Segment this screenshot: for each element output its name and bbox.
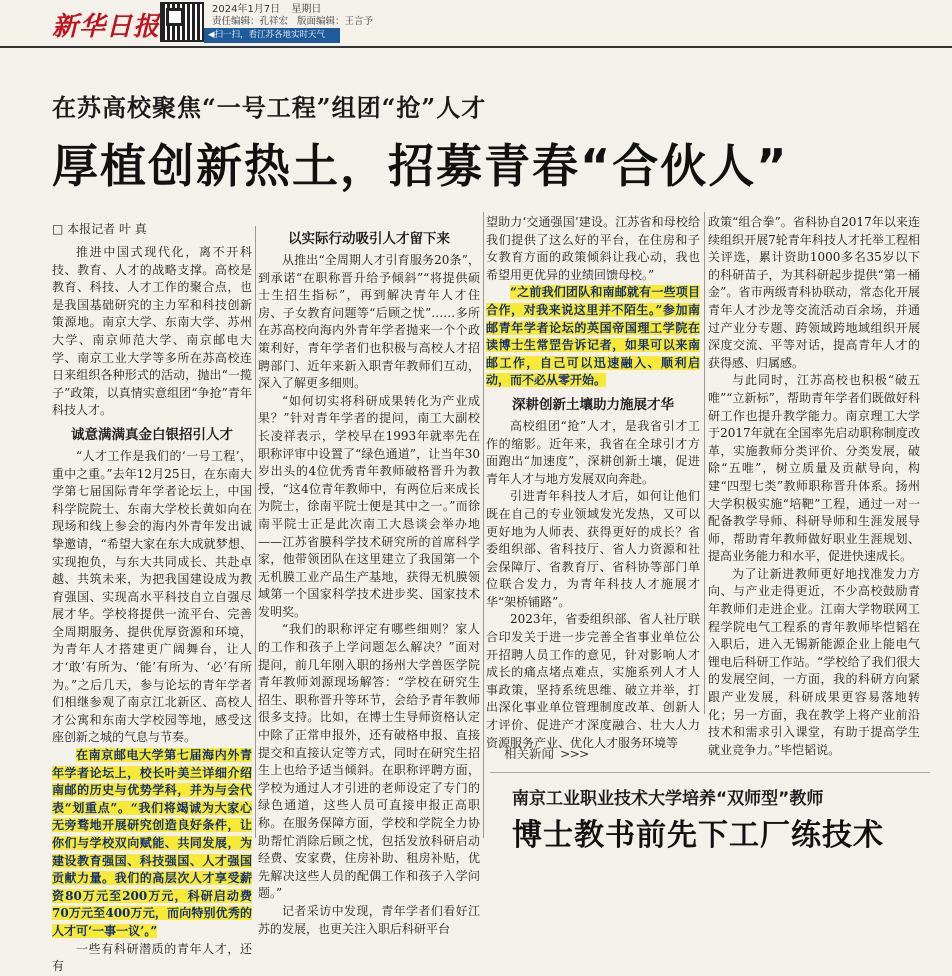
paragraph: 记者采访中发现，青年学者们看好江苏的发展，也更关注入职后科研平台 xyxy=(258,903,480,936)
paragraph: “人才工作是我们的‘一号工程’，重中之重。”去年12月25日，在东南大学第七届国际青年学者论坛上，中国科学院院士、东南大学校长黄如向在现场和线上参会的海内外青年发出诚挚邀请，“希望大家在东大成就梦想、实现抱负，与东大共同成长、共赴卓越、共筑未来，为把我国建设成为教育强国、实现高水平科技自立自强尽展才华。学校将提供一流平台、完善全周期服务、提供优厚资源和环境，为青年人才搭建更广阔舞台，让人才‘敢’有所为、‘能’有所为、‘必’有所为。”之后几天，参与论坛的青年学者们相继参观了南京江北新区、高校人才公寓和东南大学校园等地，感受这座创新之城的气息与节奏。 xyxy=(52,448,252,745)
related-news-label xyxy=(504,744,588,762)
editor-credits xyxy=(212,13,379,27)
paragraph xyxy=(486,284,700,390)
paragraph: 从推出“全周期人才引育服务20条”，到承诺“在职称晋升给予倾斜”“将提供硕士生招生指标”，再到解决青年人才住房、子女教育问题等“后顾之忧”……多所在苏高校向海内外青年学者抛来一个个政策利好，青年学者们也积极与高校人才招聘部门、近年来新入职青年教师们互动，深入了解更多细则。 xyxy=(258,253,480,391)
masthead-divider xyxy=(0,46,952,48)
layout-editor: 版面编辑：王言予 xyxy=(297,16,374,27)
related-divider xyxy=(490,772,930,773)
section-subheading: 深耕创新土壤助力施展才华 xyxy=(512,396,674,413)
chevron-right-icon: >>> xyxy=(560,746,589,761)
masthead xyxy=(0,0,952,46)
column-divider xyxy=(483,212,484,838)
article-column-2 xyxy=(258,224,480,936)
paragraph xyxy=(52,747,252,941)
column-divider xyxy=(704,212,705,714)
paragraph: 与此同时，江苏高校也积极“破五唯”“立新标”，帮助青年学者们既做好科研工作也提升教学能力。南京理工大学于2017年就在全国率先启动职称制度改革，实施教师分类评价、分类发展，破除“五唯”，树立质量及贡献导向，构建“四型七类”教师职称晋升体系。扬州大学积极实施“培靶”工程，通过一对一配备教学导师、科研导师和生涯发展导师，帮助青年教师做好职业生涯规划、提高业务能力和水平，促进快速成长。 xyxy=(708,373,920,564)
article-headline: 厚植创新热土，招募青春“合伙人” xyxy=(52,139,789,193)
related-title[interactable]: 博士教书前先下工厂练技术 xyxy=(512,818,884,853)
paragraph: 推进中国式现代化，离不开科技、教育、人才的战略支撑。高校是教育、科技、人才工作的聚合点，也是我国基础研究的主力军和科技创新策源地。南京大学、东南大学、苏州大学、南京师范大学、南京邮电大学、南京工业大学等多所在苏高校连日来组织各种形式的活动，抛出“一揽子”政策，以真情实意组团“争抢”青年科技人才。 xyxy=(52,245,252,418)
section-subheading: 以实际行动吸引人才留下来 xyxy=(288,231,450,247)
highlighted-passage: “之前我们团队和南邮就有一些项目合作，对我来说这里并不陌生。”参加南邮青年学者论坛的英国帝国理工学院在读博士生常罡告诉记者，如果可以来南邮工作，自己可以迅速融入、顺利启动，而不必从零开始。 xyxy=(486,285,700,388)
column-divider xyxy=(255,226,256,838)
article-kicker: 在苏高校聚焦“一号工程”组团“抢”人才 xyxy=(52,93,487,122)
article-byline: □ 本报记者 叶 真 xyxy=(52,222,147,236)
related-label-text: 相关新闻 xyxy=(504,746,555,761)
article-column-3 xyxy=(486,214,700,750)
paragraph: 引进青年科技人才后，如何让他们既在自己的专业领域发光发热，又可以更好地为人师表、获得更好的成长？省委组织部、省科技厅、省人力资源和社会保障厅、省教育厅、省科协等部门单位联合发力，为青年科技人才施展才华“架桥铺路”。 xyxy=(486,489,700,609)
highlighted-passage: 在南京邮电大学第七届海内外青年学者论坛上，校长叶美兰详细介绍南邮的历史与优势学科，并为与会代表“划重点”。“我们将竭诚为大家心无旁骛地开展研究创造良好条件，让你们与学校双向赋能、共同发展，为建设教育强国、科技强国、人才强国贡献力量。我们的高层次人才享受薪资80万元至200万元，科研启动费70万元至400万元，而向特别优秀的人才可‘一事一议’。” xyxy=(52,748,252,938)
paragraph: 望助力‘交通强国’建设。江苏省和母校给我们提供了这么好的平台，在住房和子女教育方面的政策倾斜让我心动，我也希望用更优异的业绩回馈母校。” xyxy=(486,215,700,282)
paragraph: 高校组团“抢”人才，是我省引才工作的缩影。近年来，我省在全球引才方面跑出“加速度”，深耕创新土壤，促进青年人才与地方发展双向奔赴。 xyxy=(486,418,700,486)
weather-scan-banner[interactable]: ◀扫一扫，看江苏各地实时天气 xyxy=(204,28,340,43)
newspaper-logo: 新华日报 xyxy=(52,12,161,42)
weekday-text: 星期日 xyxy=(291,4,322,15)
paragraph: “我们的职称评定有哪些细则？家人的工作和孩子上学问题怎么解决？”面对提问，前几年刚入职的扬州大学兽医学院青年教师刘源现场解答：“学校在研究生招生、职称晋升等环节，会给予青年教师很多支持。比如，在博士生导师资格认定中除了正常申报外，还有破格申报、直接提交和直接认定等方式，同时在研究生招生上也给予适当倾斜。在职称评聘方面，学校为通过人才引进的老师设定了专门的绿色通道，这些人员可直接申报正高职称。在服务保障方面，学校和学院全力协助帮忙消除后顾之忧，包括发放科研启动经费、安家费，住房补助、租房补贴，优先解决这些人员的配偶工作和孩子入学问题。” xyxy=(258,622,480,901)
section-subheading: 诚意满满真金白银招引人才 xyxy=(71,426,233,443)
paragraph: 一些有科研潜质的青年人才，还有 xyxy=(52,941,252,974)
responsible-editor: 责任编辑：孔祥宏 xyxy=(212,16,289,27)
article-column-4 xyxy=(708,214,920,757)
qr-code-icon[interactable] xyxy=(160,2,204,42)
article-column-1 xyxy=(52,244,252,974)
related-news-box[interactable] xyxy=(490,720,930,853)
date-text: 2024年1月7日 xyxy=(212,4,281,15)
paragraph: 2023年，省委组织部、省人社厅联合印发关于进一步完善全省事业单位公开招聘人员工作的意见，针对影响人才成长的痛点堵点难点，实施系列人才人事政策，坚持系统思维、破立并举，打出深化事业单位管理制度改革、创新人才评价、促进产才深度融合、壮大人力资源服务产业、优化人才服务环境等 xyxy=(486,612,700,750)
related-subtitle[interactable]: 南京工业职业技术大学培养“双师型”教师 xyxy=(512,789,824,809)
paragraph: 政策“组合拳”。省科协自2017年以来连续组织开展7轮青年科技人才托举工程相关评选，累计资助1000多名35岁以下的科研苗子，为其科研起步提供“第一桶金”。省市两级青科协联动，常态化开展青年人才沙龙等交流活动百余场，并通过产业分专题、跨领域跨地域组织开展深度交流、平等对话，提高青年人才的获得感、归属感。 xyxy=(708,215,920,370)
paragraph: “如何切实将科研成果转化为产业成果？”针对青年学者的提问，南工大副校长凌祥表示，学校早在1993年就率先在职称评审中设置了“绿色通道”，让当年30岁出头的4位优秀青年教师破格晋升为教授，“这4位青年教师中，有两位后来成长为院士，徐南平院士便是其中之一。”而徐南平院士正是此次南工大恳谈会举办地——江苏省膜科学技术研究所的首席科学家，他带领团队在这里建立了我国第一个无机膜工业产品生产基地，获得无机膜领域第一个国家科学技术进步奖、国家技术发明奖。 xyxy=(258,393,480,619)
paragraph: 为了让新进教师更好地找准发力方向、与产业走得更近，不少高校鼓励青年教师们走进企业。江南大学物联网工程学院电气工程系的青年教师毕恺韬在入职后，进入无锡新能源企业上能电气锂电后科研工作站。“学校给了我们很大的发展空间，一方面，我的科研方向紧跟产业发展，科研成果更容易落地转化；另一方面，我在教学上将产业前沿技术和需求引入课堂，有助于提高学生就业竞争力。”毕恺韬说。 xyxy=(708,566,920,757)
